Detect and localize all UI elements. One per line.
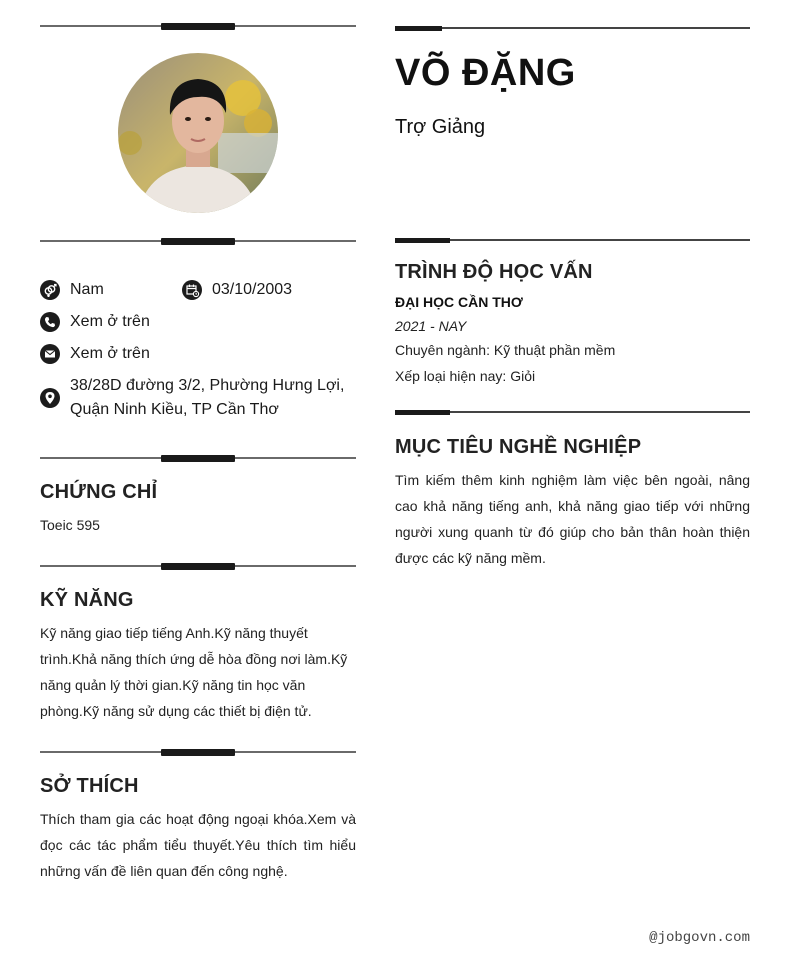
skills-line-3: năng quản lý thời gian.Kỹ năng tin học văn xyxy=(40,677,306,693)
candidate-name: VÕ ĐẶNG xyxy=(395,52,576,94)
divider-hobbies xyxy=(40,749,356,756)
divider-top-right xyxy=(395,26,750,31)
objective-title: MỤC TIÊU NGHỀ NGHIỆP xyxy=(395,436,642,458)
gender-icon xyxy=(40,280,60,300)
skills-line-4: phòng.Kỹ năng sử dụng các thiết bị điện tử. xyxy=(40,703,312,719)
gender-value: Nam xyxy=(70,281,104,298)
education-major: Chuyên ngành: Kỹ thuật phần mềm xyxy=(395,342,616,358)
address-line-1: 38/28D đường 3/2, Phường Hưng Lợi, xyxy=(70,377,345,394)
address-line-2: Quận Ninh Kiều, TP Cần Thơ xyxy=(70,401,279,418)
education-years: 2021 - NAY xyxy=(395,318,467,334)
certificates-title: CHỨNG CHỈ xyxy=(40,481,158,503)
watermark: @jobgovn.com xyxy=(649,930,750,946)
phone-value: Xem ở trên xyxy=(70,313,150,330)
location-pin-icon xyxy=(40,388,60,408)
email-value: Xem ở trên xyxy=(70,345,150,362)
skills-line-2: trình.Khả năng thích ứng dễ hòa đồng nơi làm.Kỹ xyxy=(40,651,348,667)
avatar-photo xyxy=(118,53,278,213)
education-title: TRÌNH ĐỘ HỌC VẤN xyxy=(395,261,593,283)
divider-certificates xyxy=(40,455,356,462)
divider-info xyxy=(40,238,356,245)
hobbies-title: SỞ THÍCH xyxy=(40,775,139,797)
hobbies-text: Thích tham gia các hoạt động ngoại khóa.Xem và đọc các tác phẩm tiểu thuyết.Yêu thích tìm hiểu những vấn đề liên quan đến công nghệ. xyxy=(40,811,356,879)
divider-top-left xyxy=(40,23,356,30)
education-school: ĐẠI HỌC CẦN THƠ xyxy=(395,294,523,310)
divider-skills xyxy=(40,563,356,570)
phone-icon xyxy=(40,312,60,332)
avatar xyxy=(118,53,278,213)
divider-education xyxy=(395,238,750,243)
skills-title: KỸ NĂNG xyxy=(40,589,134,611)
divider-objective xyxy=(395,410,750,415)
candidate-role: Trợ Giảng xyxy=(395,116,486,138)
email-icon xyxy=(40,344,60,364)
objective-text: Tìm kiếm thêm kinh nghiệm làm việc bên ngoài, nâng cao khả năng tiếng anh, khả năng giao tiếp với những người xung quanh từ đó giúp cho bản thân hoàn thiện được các kỹ năng mềm. xyxy=(395,472,750,566)
certificates-text: Toeic 595 xyxy=(40,517,100,533)
education-rank: Xếp loại hiện nay: Giỏi xyxy=(395,368,536,384)
birthdate-value: 03/10/2003 xyxy=(212,281,293,298)
calendar-icon xyxy=(182,280,202,300)
skills-line-1: Kỹ năng giao tiếp tiếng Anh.Kỹ năng thuyết xyxy=(40,625,308,641)
